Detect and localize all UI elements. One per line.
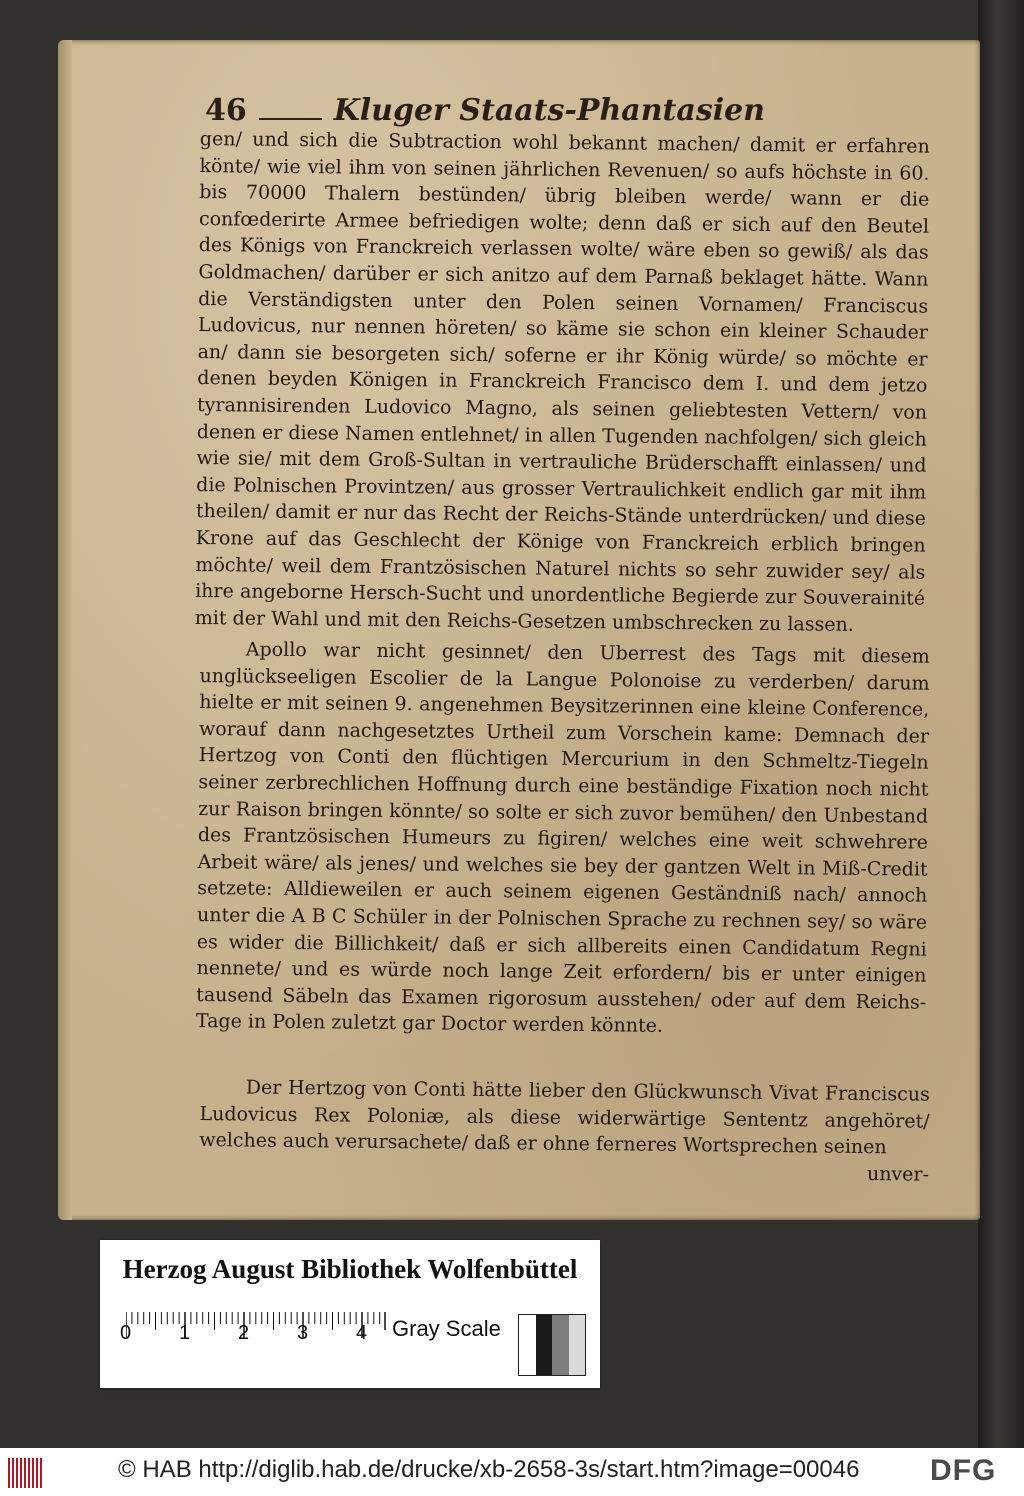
ruler-ticks: [126, 1312, 386, 1352]
logo-bar: [40, 1458, 42, 1488]
catchword: unver-: [866, 1162, 930, 1186]
logo-bar: [20, 1458, 22, 1488]
hab-logo-icon: [8, 1458, 44, 1488]
ruler-label-3: 3: [297, 1322, 309, 1344]
header-rule: [259, 118, 322, 120]
ruler-label-4: 4: [356, 1322, 368, 1344]
page-header: [205, 78, 765, 128]
copyright-url-link[interactable]: © HAB http://diglib.hab.de/drucke/xb-2658-3s/start.htm?image=00046: [118, 1456, 860, 1483]
paragraph-3-block: [199, 1074, 930, 1188]
centimeter-ruler: [126, 1312, 386, 1352]
gray-patch-white: [519, 1315, 536, 1375]
viewer-footer: [0, 1448, 1024, 1496]
paragraph-2-block: [196, 636, 930, 1043]
paragraph-1-block: [195, 126, 930, 639]
ruler-label-1: 1: [179, 1322, 191, 1344]
gray-patch-black: [536, 1315, 553, 1375]
book-binding-edge: [978, 0, 1024, 1448]
gray-patch-light: [569, 1315, 586, 1375]
library-name: Herzog August Bibliothek Wolfenbüttel: [122, 1254, 578, 1284]
gray-scale-patches: [518, 1314, 586, 1376]
logo-bar: [8, 1458, 10, 1488]
logo-bar: [36, 1458, 38, 1488]
dfg-logo: DFG: [930, 1454, 997, 1487]
logo-bar: [28, 1458, 30, 1488]
ruler-label-0: 0: [120, 1322, 132, 1344]
paragraph-3: Der Hertzog von Conti hätte lieber den Glückwunsch Vivat Franciscus Ludovicus Rex Poloniæ, als diese widerwärtige Sententz angehöret/ welches auch verursachete/ daß er ohne ferneres Wortsprechen seinen: [199, 1076, 930, 1159]
page-edge: [58, 40, 72, 1220]
gray-patch-mid: [552, 1315, 569, 1375]
paragraph-1: gen/ und sich die Subtraction wohl bekannt machen/ damit er erfahren könte/ wie viel ihm von seinen jährlichen Revenuen/ so aufs höchste in 60. bis 70000 Thalern bestünden/ übrig bleiben werde/ wann er die confœderirte Armee befriedigen wolte; denn daß er sich auf den Beutel des Königs von Franckreich verlassen wolte/ wäre eben so gewiß/ als das Goldmachen/ darüber er sich anitzo auf dem Parnaß beklaget hätte. Wann die Verständigsten unter den Polen seinen Vornamen/ Franciscus Ludovicus, nur nennen höreten/ so käme sie schon ein kleiner Schauder an/ dann sie besorgeten sich/ soferne er ihr König würde/ so möchte er denen beyden Königen in Franckreich Francisco dem I. und dem jetzo tyrannisirenden Ludovico Magno, als seinen geliebtesten Vettern/ von denen er diese Namen entlehnet/ in allen Tugenden nachfolgen/ sich gleich wie sie/ mit dem Groß-Sultan in vertrauliche Brüderschafft einlassen/ und die Polnischen Provintzen/ aus grosser Vertraulichkeit endlich gar mit ihm theilen/ damit er nur das Recht der Reichs-Stände unterdrücken/ und diese Krone auf das Geschlecht der Könige von Franckreich erblich bringen möchte/ weil dem Frantzösischen Naturel nichts so sehr zuwider sey/ als ihre angeborne Hersch-Sucht und unordentliche Begierde zur Souverainité mit der Wahl und mit den Reichs-Gesetzen umbschrecken zu lassen.: [194, 127, 930, 636]
gray-scale-label: Gray Scale: [392, 1316, 501, 1341]
paragraph-2: Apollo war nicht gesinnet/ den Uberrest des Tags mit diesem unglückseeligen Escolier de la Langue Polonoise zu verderben/ darum hielte er mit seinen 9. angenehmen Beysitzerinnen eine kleine Conference, worauf dann nachgesetztes Urtheil zum Vorschein kame: Demnach der Hertzog von Conti den flüchtigen Mercurium in den Schmeltz-Tiegeln seiner zerbrechlichen Hoffnung durch eine beständige Fixation noch nicht zur Raison bringen könnte/ so solte er sich zuvor bemühen/ den Unbestand des Frantzösischen Humeurs zu figiren/ welches eine weit schwehrere Arbeit wäre/ als jenes/ und welches sie bey der gantzen Welt in Miß-Credit setzete: Alldieweilen er auch seinem eigenen Geständniß nach/ annoch unter die A B C Schüler in der Polnischen Sprache zu rechnen sey/ so wäre es wider die Billichkeit/ daß er sich allbereits einen Candidatum Regni nennete/ und es würde noch lange Zeit erfordern/ bis er unter einigen tausend Säbeln das Examen rigorosum ausstehen/ oder auf dem Reichs-Tage in Polen zuletzt gar Doctor werden könnte.: [195, 638, 930, 1038]
page-number: 46: [205, 93, 247, 128]
ruler-label-2: 2: [238, 1322, 250, 1344]
logo-bar: [32, 1458, 34, 1488]
logo-bar: [16, 1458, 18, 1488]
logo-bar: [24, 1458, 26, 1488]
library-label-card: [100, 1240, 600, 1388]
running-title: Kluger Staats-Phantasien: [333, 93, 765, 128]
logo-bar: [12, 1458, 14, 1488]
